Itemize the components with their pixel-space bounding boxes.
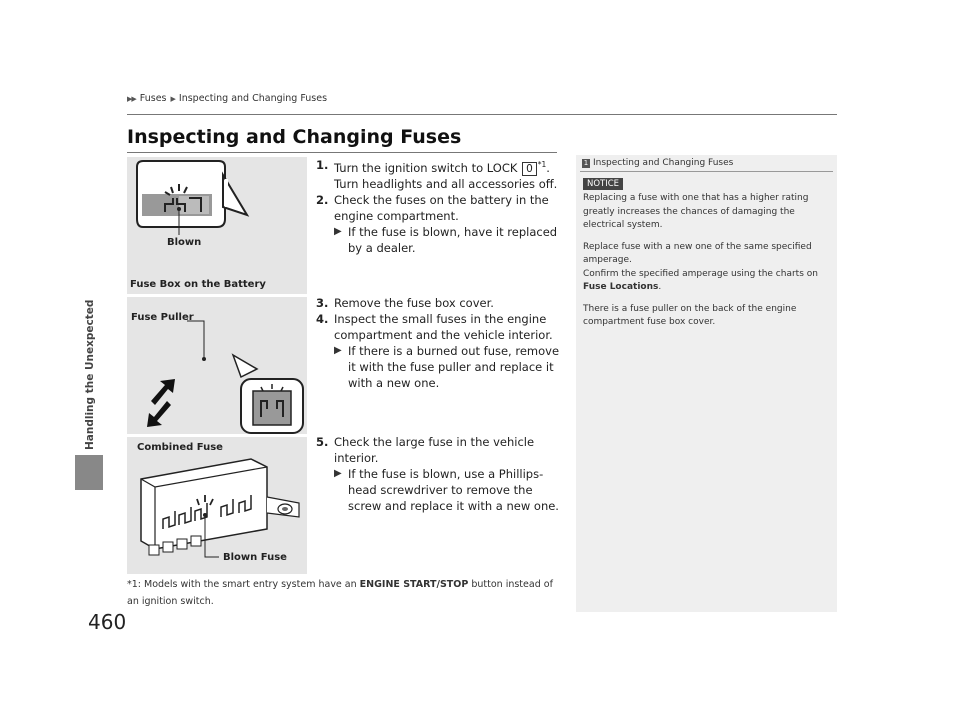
note-header: 1 Inspecting and Changing Fuses — [583, 158, 734, 168]
figure-combined-fuse — [127, 437, 307, 574]
fuse-box-label: Fuse Box on the Battery — [130, 279, 266, 290]
step-4: 4. Inspect the small fuses in the engine compartment and the vehicle interior. — [316, 312, 553, 342]
arrow-icon: ▶ — [334, 345, 342, 356]
notice-badge: NOTICE — [583, 178, 623, 190]
steps-group-1 — [316, 157, 561, 256]
breadcrumb-fuses[interactable]: Fuses — [139, 93, 167, 104]
page-number: 460 — [88, 610, 127, 634]
note-ref-icon: 1 — [583, 158, 589, 167]
steps-group-3 — [316, 434, 561, 514]
step-5-sub: ▶ If the fuse is blown, use a Phillips-head screwdriver to remove the screw and replace it with a new one. — [334, 467, 559, 513]
arrow-icon: ▶ — [334, 225, 342, 237]
note-body — [583, 192, 828, 338]
title-divider — [127, 152, 557, 153]
note-paragraph: Replacing a fuse with one that has a higher rating greatly increases the chances of damaging the electrical system. — [583, 193, 809, 230]
breadcrumb — [127, 93, 327, 104]
step-2-sub: ▶ If the fuse is blown, have it replaced by a dealer. — [334, 224, 558, 255]
step-5: 5. Check the large fuse in the vehicle interior. — [316, 435, 535, 465]
figure-fuse-box — [127, 157, 307, 294]
figure-fuse-puller — [127, 297, 307, 434]
step-2: 2. Check the fuses on the battery in the engine compartment. — [316, 192, 549, 223]
section-tab — [75, 455, 103, 490]
arrow-icon: ▶ — [334, 468, 342, 479]
fuse-locations-link[interactable]: Fuse Locations — [583, 282, 659, 292]
footnote: *1: Models with the smart entry system have an ENGINE START/STOP button instead of an ignition switch. — [127, 579, 553, 607]
breadcrumb-arrow-icon: ▶▶ — [127, 94, 136, 103]
side-note — [576, 155, 837, 612]
section-label: Handling the Unexpected — [84, 299, 96, 450]
steps-group-2 — [316, 295, 561, 391]
footnote-ref[interactable]: *1 — [537, 160, 547, 169]
note-paragraph: There is a fuse puller on the back of the engine compartment fuse box cover. — [583, 303, 797, 327]
page-title: Inspecting and Changing Fuses — [127, 126, 462, 148]
lock-key-icon: 0 — [522, 162, 537, 176]
note-divider — [580, 171, 833, 172]
header-divider — [127, 114, 837, 115]
note-paragraph: Replace fuse with a new one of the same specified amperage. Confirm the specified amperage using the charts on Fuse Locations. — [583, 241, 818, 292]
fuse-box-illustration — [127, 157, 307, 294]
breadcrumb-arrow-icon: ▶ — [170, 94, 175, 103]
step-4-sub: ▶ If there is a burned out fuse, remove it with the fuse puller and replace it with a new one. — [334, 344, 560, 390]
step-3: 3. Remove the fuse box cover. — [316, 296, 494, 310]
combined-fuse-label: Combined Fuse — [137, 442, 223, 453]
step-1: 1. Turn the ignition switch to LOCK 0 $^{*1}$. Turn headlights and all accessories off. — [316, 158, 558, 191]
blown-callout: Blown — [167, 237, 202, 248]
fuse-puller-label: Fuse Puller — [131, 312, 194, 323]
breadcrumb-current: Inspecting and Changing Fuses — [178, 93, 328, 104]
blown-fuse-callout: Blown Fuse — [223, 552, 287, 563]
